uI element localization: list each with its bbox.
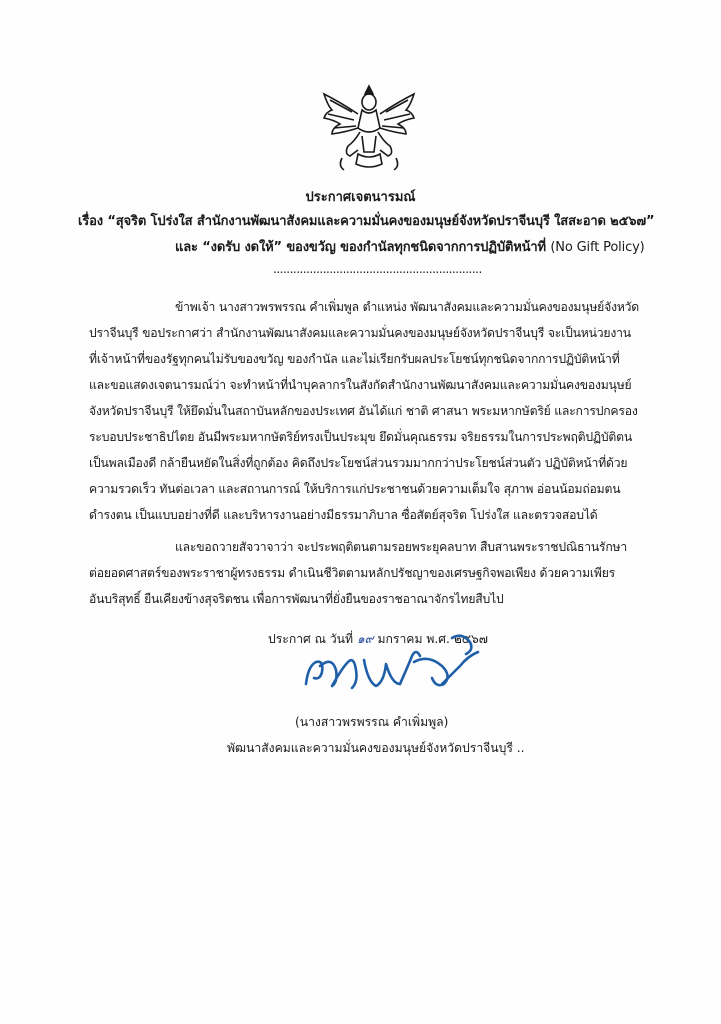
body-line: และขอถวายสัจวาจาว่า จะประพฤติตนตามรอยพระยุคลบาท สืบสานพระราชปณิธานรักษา [175, 540, 628, 554]
handwritten-signature [302, 626, 492, 698]
body-line: ที่เจ้าหน้าที่ของรัฐทุกคนไม่รับของขวัญ ของกำนัล และไม่เรียกรับผลประโยชน์ทุกชนิดจากการปฏิบัติหน้าที่ [89, 352, 620, 366]
body-line: ระบอบประชาธิปไตย อันมีพระมหากษัตริย์ทรงเป็นประมุข ยึดมั่นคุณธรรม จริยธรรมในการประพฤติปฏิบัติตน [89, 430, 632, 444]
subject-line-2-text: และ “งดรับ งดให้” ของขวัญ ของกำนัลทุกชนิดจากการปฏิบัติหน้าที่ [175, 240, 551, 255]
subject-line-1: เรื่อง “สุจริต โปร่งใส สำนักงานพัฒนาสังคมและความมั่นคงของมนุษย์จังหวัดปราจีนบุรี ใสสะอาด ๒๕๖๗” [78, 214, 655, 229]
announce-suffix: มกราคม พ.ศ. ๒๕๖๗ [373, 632, 488, 646]
body-line: ดำรงตน เป็นแบบอย่างที่ดี และบริหารงานอย่างมีธรรมาภิบาล ซื่อสัตย์สุจริต โปร่งใส และตรวจสอบได้ [89, 508, 598, 522]
body-line: จังหวัดปราจีนบุรี ให้ยึดมั่นในสถาบันหลักของประเทศ อันได้แก่ ชาติ ศาสนา พระมหากษัตริย์ และการปกครอง [89, 404, 638, 418]
signer-name: (นางสาวพรพรรณ คำเพิ่มพูล) [295, 715, 449, 729]
body-line: อันบริสุทธิ์ ยืนเคียงข้างสุจริตชน เพื่อการพัฒนาที่ยั่งยืนของราชอาณาจักรไทยสืบไป [89, 592, 504, 606]
body-line: ความรวดเร็ว ทันต่อเวลา และสถานการณ์ ให้บริการแก่ประชาชนด้วยความเต็มใจ สุภาพ อ่อนน้อมถ่อมตน [89, 482, 621, 496]
body-line: ปราจีนบุรี ขอประกาศว่า สำนักงานพัฒนาสังคมและความมั่นคงของมนุษย์จังหวัดปราจีนบุรี จะเป็นหน่วยงาน [89, 326, 631, 340]
body-line: ต่อยอดศาสตร์ของพระราชาผู้ทรงธรรม ดำเนินชีวิตตามหลักปรัชญาของเศรษฐกิจพอเพียง ด้วยความเพียร [89, 566, 616, 580]
announce-prefix: ประกาศ ณ วันที่ [268, 632, 357, 646]
separator-dots: ............................................................... [273, 262, 482, 276]
document-heading: ประกาศเจตนารมณ์ [305, 190, 416, 205]
subject-line-2 [175, 236, 645, 257]
garuda-emblem [318, 80, 420, 176]
subject-line-2-english: (No Gift Policy) [550, 240, 645, 255]
body-line: และขอแสดงเจตนารมณ์ว่า จะทำหน้าที่นำบุคลากรในสังกัดสำนักงานพัฒนาสังคมและความมั่นคงของมนุษย์ [89, 378, 632, 392]
announce-day: ๑๙ [356, 632, 374, 646]
body-line: เป็นพลเมืองดี กล้ายืนหยัดในสิ่งที่ถูกต้อง คิดถึงประโยชน์ส่วนรวมมากกว่าประโยชน์ส่วนตัว ปฏิบัติหน้าที่ด้วย [89, 456, 628, 470]
body-line: ข้าพเจ้า นางสาวพรพรรณ คำเพิ่มพูล ตำแหน่ง พัฒนาสังคมและความมั่นคงของมนุษย์จังหวัด [175, 300, 640, 314]
signer-position: พัฒนาสังคมและความมั่นคงของมนุษย์จังหวัดปราจีนบุรี .. [227, 741, 525, 755]
